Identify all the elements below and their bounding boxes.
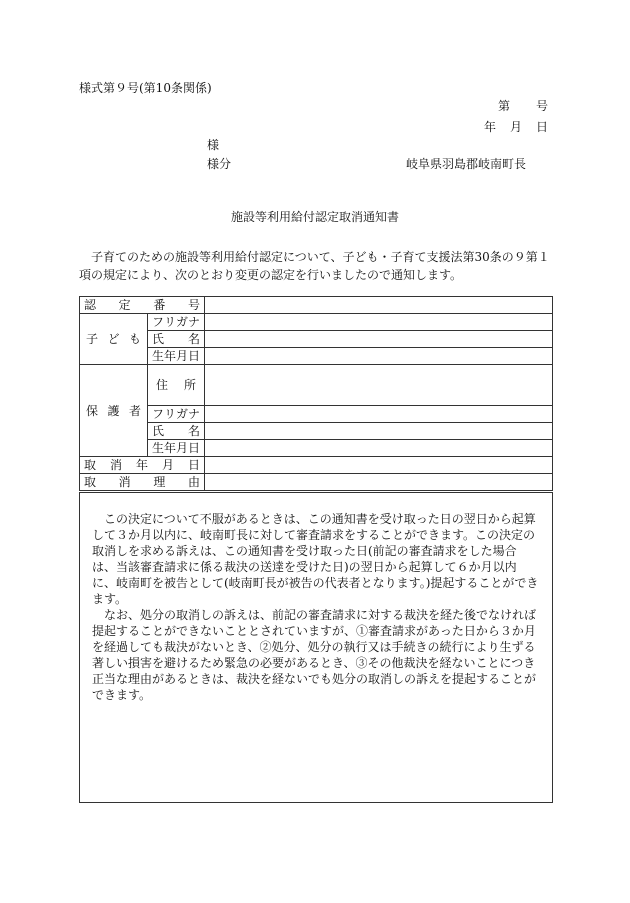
cancel-reason-label [80,474,205,491]
char: 生 [152,349,165,363]
char: 生 [152,441,165,455]
row-child-name [80,331,553,348]
row-guardian-furigana [80,406,553,423]
row-guardian-birthdate [80,440,553,457]
form-number: 様式第９号(第10条関係) [79,81,212,95]
child-furigana-value[interactable] [205,314,553,331]
char: ナ [188,407,201,421]
guardian-furigana-value[interactable] [205,406,553,423]
char: 日 [188,349,201,363]
char: 氏 [152,332,165,346]
char: 保 [86,403,99,418]
child-name-label [148,331,205,348]
intro-text: 子育てのための施設等利用給付認定について、子ども・子育て支援法第30条の９第１項の規定により、次のとおり変更の認定を行いましたので通知します。 [79,250,550,282]
cert-number-label [80,297,205,314]
guardian-group-label [80,365,148,457]
char: フ [152,315,165,329]
char: 認 [84,298,97,312]
child-name-value[interactable] [205,331,553,348]
guardian-birthdate-label [148,440,205,457]
cert-number-value[interactable] [205,297,553,314]
addressee-line-1: 様 [207,138,220,152]
certification-table [79,296,553,491]
char: ガ [176,407,189,421]
char: リ [164,315,177,329]
char: 護 [107,403,120,418]
char: ナ [188,315,201,329]
char: 理 [153,475,166,489]
guardian-furigana-label [148,406,205,423]
row-child-birthdate [80,348,553,365]
cancel-date-value[interactable] [205,457,553,474]
cancel-reason-value[interactable] [205,474,553,491]
issuer: 岐阜県羽島郡岐南町長 [406,157,527,171]
char: 子 [86,332,99,346]
char: 番 [153,298,166,312]
row-guardian-address [80,365,553,406]
appeal-notice-paragraph-1: この決定について不服があるときは、この通知書を受け取った日の翌日から起算して３か月以内に、岐南町長に対して審査請求をすることができます。この決定の取消しを求める訴えは、この通知書を受け取った日(前記の審査請求をした場合は、当該審査請求に係る裁決の送達を受けた日)の翌日から起算して６か月以内に、岐南町を被告として(岐南町長が被告の代表者となります。)提起することができます。 [92,512,539,606]
date-label [484,120,548,134]
row-cancel-reason [80,474,553,491]
guardian-name-value[interactable] [205,423,553,440]
row-child-furigana [80,314,553,331]
char: 年 [164,349,177,363]
char: ガ [176,315,189,329]
guardian-birthdate-value[interactable] [205,440,553,457]
char: 名 [187,424,200,438]
document-title: 施設等利用給付認定取消通知書 [230,210,399,224]
char: 取 [84,475,97,489]
row-cancel-date [80,457,553,474]
char: 消 [109,458,122,472]
child-group-label [80,314,148,365]
number-suffix: 号 [536,99,549,113]
char: 取 [84,458,97,472]
char: 由 [187,475,200,489]
char: ど [107,332,120,346]
char: 月 [161,458,174,472]
cancel-date-label [80,457,205,474]
row-guardian-name [80,423,553,440]
guardian-name-label [148,423,205,440]
char: 住 [156,378,169,392]
appeal-notice-box [79,492,553,803]
char: 年 [164,441,177,455]
guardian-address-label [148,365,205,406]
char: フ [152,407,165,421]
date-year: 年 [484,120,497,134]
char: 日 [187,458,200,472]
appeal-notice-paragraph-2: なお、処分の取消しの訴えは、前記の審査請求に対する裁決を経た後でなければ提起することができないこととされていますが、①審査請求があった日から３か月を経過しても裁決がないとき、②処分、処分の執行又は手続きの続行により生ずる著しい損害を避けるため緊急の必要があるとき、③その他裁決を経ないことにつき正当な理由があるときは、裁決を経ないでも処分の取消しの訴えを提起することができます。 [92,608,537,702]
char: 月 [176,349,189,363]
document-number-label [498,99,548,113]
child-birthdate-label [148,348,205,365]
char: 者 [128,403,141,418]
char: 氏 [152,424,165,438]
char: 消 [118,475,131,489]
char: 月 [176,441,189,455]
char: 日 [188,441,201,455]
char: リ [164,407,177,421]
number-prefix: 第 [498,99,511,113]
char: 所 [183,378,196,392]
date-day: 日 [536,120,549,134]
date-month: 月 [510,120,523,134]
char: 定 [118,298,131,312]
guardian-address-value[interactable] [205,365,553,406]
char: 名 [187,332,200,346]
addressee-line-2: 様分 [207,157,232,171]
char: 号 [187,298,200,312]
child-furigana-label [148,314,205,331]
row-cert-number [80,297,553,314]
char: も [128,332,141,346]
child-birthdate-value[interactable] [205,348,553,365]
char: 年 [135,458,148,472]
